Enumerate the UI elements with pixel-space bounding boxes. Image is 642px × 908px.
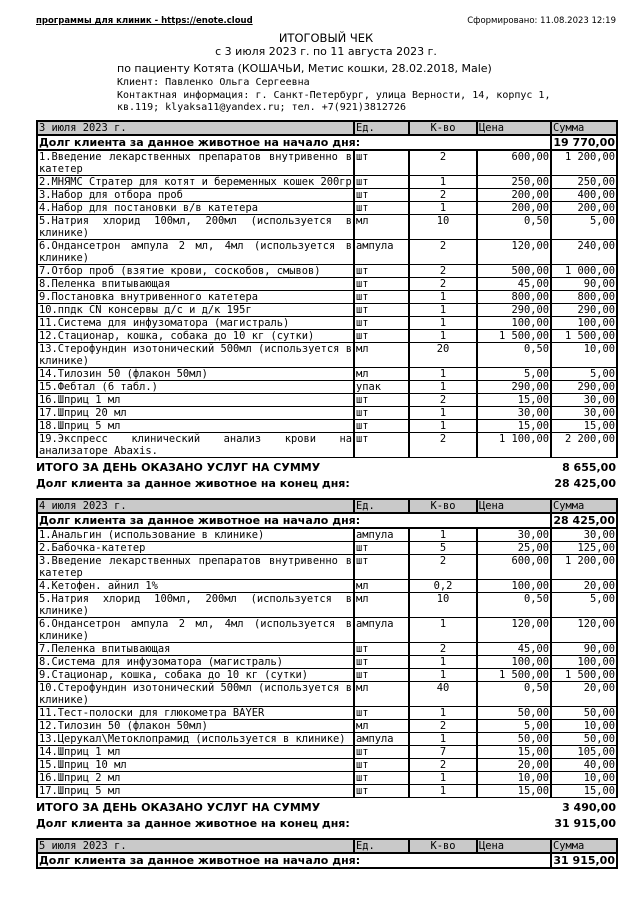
item-sum: 30,00 xyxy=(551,528,617,542)
item-price: 50,00 xyxy=(477,707,551,720)
item-qty: 1 xyxy=(409,368,477,381)
item-row xyxy=(37,394,617,407)
item-row xyxy=(37,176,617,189)
item-unit: шт xyxy=(354,176,409,189)
item-name: 3.Набор для отбора проб xyxy=(37,189,354,202)
item-sum: 30,00 xyxy=(551,394,617,407)
column-header-qty: К-во xyxy=(409,499,477,513)
item-qty: 1 xyxy=(409,656,477,669)
item-row xyxy=(37,150,617,176)
item-qty: 1 xyxy=(409,407,477,420)
item-unit: шт xyxy=(354,265,409,278)
item-price: 500,00 xyxy=(477,265,551,278)
item-qty: 1 xyxy=(409,707,477,720)
item-row xyxy=(37,733,617,746)
item-price: 600,00 xyxy=(477,555,551,580)
date-label: 4 июля 2023 г. xyxy=(37,499,354,513)
day-total-label: ИТОГО ЗА ДЕНЬ ОКАЗАНО УСЛУГ НА СУММУ xyxy=(36,801,321,814)
item-sum: 1 500,00 xyxy=(551,330,617,343)
day-totals xyxy=(36,800,616,832)
item-qty: 1 xyxy=(409,733,477,746)
item-name: 10.ппдк CN консервы д/с и д/к 195г xyxy=(37,304,354,317)
item-unit: шт xyxy=(354,278,409,291)
item-price: 100,00 xyxy=(477,580,551,593)
item-name: 12.Тилозин 50 (флакон 50мл) xyxy=(37,720,354,733)
item-name: 6.Ондансетрон ампула 2 мл, 4мл (используется в клинике) xyxy=(39,240,352,264)
item-row xyxy=(37,433,617,458)
clinic-software-link[interactable]: программы для клиник - https://enote.cloud xyxy=(36,16,253,26)
item-row xyxy=(37,265,617,278)
item-qty: 1 xyxy=(409,176,477,189)
item-qty: 1 xyxy=(409,772,477,785)
item-sum: 105,00 xyxy=(551,746,617,759)
item-name: 11.Система для инфузоматора (магистраль) xyxy=(37,317,354,330)
item-qty: 2 xyxy=(409,555,477,580)
day-table xyxy=(36,498,618,798)
client-line: Клиент: Павленко Ольга Сергеевна xyxy=(117,77,310,88)
debt-start-label: Долг клиента за данное животное на начало дня: xyxy=(37,135,551,150)
item-row xyxy=(37,202,617,215)
item-row xyxy=(37,330,617,343)
item-qty: 2 xyxy=(409,759,477,772)
item-name: 12.Стационар, кошка, собака до 10 кг (сутки) xyxy=(37,330,354,343)
item-sum: 800,00 xyxy=(551,291,617,304)
item-qty: 1 xyxy=(409,528,477,542)
item-unit: мл xyxy=(354,720,409,733)
item-qty: 2 xyxy=(409,189,477,202)
item-row xyxy=(37,555,617,580)
item-name: 16.Шприц 2 мл xyxy=(37,772,354,785)
item-unit: ампула xyxy=(354,528,409,542)
item-unit: ампула xyxy=(354,618,409,643)
debt-end-label: Долг клиента за данное животное на конец дня: xyxy=(36,817,350,830)
item-price: 10,00 xyxy=(477,772,551,785)
item-name: 2.Бабочка-катетер xyxy=(37,542,354,555)
column-header-sum: Сумма xyxy=(551,121,617,135)
item-unit: мл xyxy=(354,368,409,381)
item-unit: шт xyxy=(354,394,409,407)
item-name: 8.Пеленка впитывающая xyxy=(37,278,354,291)
item-name: 13.Стерофундин изотонический 500мл (используется в клинике) xyxy=(39,343,352,367)
item-sum: 50,00 xyxy=(551,707,617,720)
item-qty: 2 xyxy=(409,265,477,278)
date-label: 3 июля 2023 г. xyxy=(37,121,354,135)
item-qty: 2 xyxy=(409,394,477,407)
day-total-line xyxy=(36,460,616,476)
item-unit: мл xyxy=(354,580,409,593)
item-qty: 2 xyxy=(409,240,477,265)
item-price: 0,50 xyxy=(477,593,551,618)
item-row xyxy=(37,368,617,381)
item-sum: 15,00 xyxy=(551,420,617,433)
item-qty: 1 xyxy=(409,618,477,643)
day-tables-container xyxy=(36,120,616,869)
item-sum: 250,00 xyxy=(551,176,617,189)
item-qty: 1 xyxy=(409,330,477,343)
item-sum: 290,00 xyxy=(551,304,617,317)
item-row xyxy=(37,381,617,394)
date-header-row xyxy=(37,499,617,513)
debt-start-label: Долг клиента за данное животное на начало дня: xyxy=(37,513,551,528)
item-qty: 2 xyxy=(409,150,477,176)
item-price: 50,00 xyxy=(477,733,551,746)
item-qty: 2 xyxy=(409,433,477,458)
day-total-label: ИТОГО ЗА ДЕНЬ ОКАЗАНО УСЛУГ НА СУММУ xyxy=(36,461,321,474)
item-row xyxy=(37,215,617,240)
item-row xyxy=(37,618,617,643)
item-sum: 100,00 xyxy=(551,656,617,669)
item-sum: 30,00 xyxy=(551,407,617,420)
item-name: 17.Шприц 5 мл xyxy=(37,785,354,798)
item-unit: шт xyxy=(354,746,409,759)
column-header-sum: Сумма xyxy=(551,499,617,513)
debt-end-value: 28 425,00 xyxy=(554,477,616,490)
item-qty: 40 xyxy=(409,682,477,707)
item-price: 0,50 xyxy=(477,215,551,240)
item-row xyxy=(37,420,617,433)
item-row xyxy=(37,759,617,772)
debt-end-value: 31 915,00 xyxy=(554,817,616,830)
item-row xyxy=(37,291,617,304)
day-total-value: 8 655,00 xyxy=(562,461,616,474)
item-price: 120,00 xyxy=(477,240,551,265)
item-name: 7.Пеленка впитывающая xyxy=(37,643,354,656)
item-price: 30,00 xyxy=(477,528,551,542)
item-name: 14.Шприц 1 мл xyxy=(37,746,354,759)
day-total-line xyxy=(36,800,616,816)
item-qty: 1 xyxy=(409,291,477,304)
item-qty: 1 xyxy=(409,304,477,317)
item-sum: 40,00 xyxy=(551,759,617,772)
item-unit: шт xyxy=(354,304,409,317)
item-price: 5,00 xyxy=(477,368,551,381)
debt-end-label: Долг клиента за данное животное на конец дня: xyxy=(36,477,350,490)
debt-end-line xyxy=(36,816,616,832)
item-unit: шт xyxy=(354,656,409,669)
item-name: 1.Введение лекарственных препаратов внутривенно в катетер xyxy=(39,151,352,175)
day-total-value: 3 490,00 xyxy=(562,801,616,814)
report-period: с 3 июля 2023 г. по 11 августа 2023 г. xyxy=(215,45,437,58)
contact-info-line1: Контактная информация: г. Санкт-Петербург, улица Верности, 14, корпус 1, xyxy=(117,90,551,101)
item-price: 15,00 xyxy=(477,746,551,759)
item-name: 5.Натрия хлорид 100мл, 200мл (используется в клинике) xyxy=(39,593,352,617)
item-unit: мл xyxy=(354,343,409,368)
date-header-row xyxy=(37,121,617,135)
item-name: 3.Введение лекарственных препаратов внутривенно в катетер xyxy=(39,555,352,579)
item-qty: 2 xyxy=(409,720,477,733)
item-unit: ампула xyxy=(354,240,409,265)
column-header-price: Цена xyxy=(477,839,551,853)
item-name: 19.Экспресс клинический анализ крови на анализаторе Abaxis. xyxy=(39,433,352,457)
item-row xyxy=(37,593,617,618)
item-unit: мл xyxy=(354,215,409,240)
item-qty: 1 xyxy=(409,785,477,798)
item-row xyxy=(37,240,617,265)
item-name: 11.Тест-полоски для глюкометра BAYER xyxy=(37,707,354,720)
item-price: 25,00 xyxy=(477,542,551,555)
item-row xyxy=(37,746,617,759)
item-sum: 1 000,00 xyxy=(551,265,617,278)
item-row xyxy=(37,189,617,202)
item-name: 4.Набор для постановки в/в катетера xyxy=(37,202,354,215)
item-name: 9.Стационар, кошка, собака до 10 кг (сутки) xyxy=(37,669,354,682)
column-header-price: Цена xyxy=(477,121,551,135)
item-name: 15.Фебтал (6 табл.) xyxy=(37,381,354,394)
item-row xyxy=(37,542,617,555)
generated-timestamp: Сформировано: 11.08.2023 12:19 xyxy=(467,16,616,26)
debt-start-row xyxy=(37,135,617,150)
column-header-unit: Ед. xyxy=(354,839,409,853)
item-sum: 400,00 xyxy=(551,189,617,202)
item-sum: 5,00 xyxy=(551,593,617,618)
item-qty: 1 xyxy=(409,669,477,682)
page-title: ИТОГОВЫЙ ЧЕК xyxy=(278,31,374,45)
item-unit: шт xyxy=(354,555,409,580)
item-price: 15,00 xyxy=(477,394,551,407)
contact-info-line2: кв.119; klyaksa11@yandex.ru; тел. +7(921)3812726 xyxy=(117,102,406,113)
item-price: 1 100,00 xyxy=(477,433,551,458)
item-price: 15,00 xyxy=(477,785,551,798)
item-unit: шт xyxy=(354,330,409,343)
item-unit: шт xyxy=(354,707,409,720)
item-unit: шт xyxy=(354,542,409,555)
item-name: 7.Отбор проб (взятие крови, соскобов, смывов) xyxy=(37,265,354,278)
item-name: 18.Шприц 5 мл xyxy=(37,420,354,433)
item-name: 4.Кетофен. айнил 1% xyxy=(37,580,354,593)
item-name: 5.Натрия хлорид 100мл, 200мл (используется в клинике) xyxy=(39,215,352,239)
item-sum: 5,00 xyxy=(551,215,617,240)
item-row xyxy=(37,785,617,798)
item-sum: 15,00 xyxy=(551,785,617,798)
item-row xyxy=(37,707,617,720)
day-table xyxy=(36,120,618,458)
debt-start-value: 19 770,00 xyxy=(551,135,617,150)
item-price: 600,00 xyxy=(477,150,551,176)
date-label: 5 июля 2023 г. xyxy=(37,839,354,853)
item-sum: 90,00 xyxy=(551,643,617,656)
day-totals xyxy=(36,460,616,492)
debt-end-line xyxy=(36,476,616,492)
item-price: 0,50 xyxy=(477,682,551,707)
item-qty: 1 xyxy=(409,317,477,330)
item-sum: 125,00 xyxy=(551,542,617,555)
item-name: 15.Шприц 10 мл xyxy=(37,759,354,772)
item-sum: 20,00 xyxy=(551,682,617,707)
item-name: 17.Шприц 20 мл xyxy=(37,407,354,420)
item-unit: шт xyxy=(354,759,409,772)
item-sum: 120,00 xyxy=(551,618,617,643)
item-sum: 290,00 xyxy=(551,381,617,394)
item-unit: ампула xyxy=(354,733,409,746)
item-unit: шт xyxy=(354,407,409,420)
item-price: 290,00 xyxy=(477,381,551,394)
item-price: 0,50 xyxy=(477,343,551,368)
item-row xyxy=(37,580,617,593)
column-header-unit: Ед. xyxy=(354,121,409,135)
debt-start-label: Долг клиента за данное животное на начало дня: xyxy=(37,853,551,868)
column-header-qty: К-во xyxy=(409,121,477,135)
item-sum: 200,00 xyxy=(551,202,617,215)
item-sum: 10,00 xyxy=(551,720,617,733)
item-sum: 10,00 xyxy=(551,343,617,368)
item-price: 30,00 xyxy=(477,407,551,420)
item-sum: 240,00 xyxy=(551,240,617,265)
item-unit: шт xyxy=(354,420,409,433)
item-qty: 1 xyxy=(409,202,477,215)
item-name: 8.Система для инфузоматора (магистраль) xyxy=(37,656,354,669)
item-sum: 1 500,00 xyxy=(551,669,617,682)
item-price: 100,00 xyxy=(477,317,551,330)
patient-meta-block xyxy=(117,62,616,114)
item-sum: 90,00 xyxy=(551,278,617,291)
item-qty: 2 xyxy=(409,278,477,291)
item-unit: шт xyxy=(354,433,409,458)
item-name: 16.Шприц 1 мл xyxy=(37,394,354,407)
item-price: 45,00 xyxy=(477,278,551,291)
item-qty: 1 xyxy=(409,420,477,433)
item-price: 100,00 xyxy=(477,656,551,669)
item-row xyxy=(37,772,617,785)
item-row xyxy=(37,407,617,420)
item-qty: 20 xyxy=(409,343,477,368)
item-row xyxy=(37,682,617,707)
item-sum: 50,00 xyxy=(551,733,617,746)
item-unit: шт xyxy=(354,772,409,785)
item-unit: шт xyxy=(354,643,409,656)
item-row xyxy=(37,278,617,291)
item-name: 9.Постановка внутривенного катетера xyxy=(37,291,354,304)
item-unit: шт xyxy=(354,189,409,202)
item-qty: 10 xyxy=(409,593,477,618)
debt-start-value: 28 425,00 xyxy=(551,513,617,528)
item-price: 1 500,00 xyxy=(477,669,551,682)
item-price: 120,00 xyxy=(477,618,551,643)
column-header-unit: Ед. xyxy=(354,499,409,513)
debt-start-value: 31 915,00 xyxy=(551,853,617,868)
item-row xyxy=(37,317,617,330)
item-name: 6.Ондансетрон ампула 2 мл, 4мл (используется в клинике) xyxy=(39,618,352,642)
item-unit: шт xyxy=(354,785,409,798)
item-price: 45,00 xyxy=(477,643,551,656)
item-qty: 0,2 xyxy=(409,580,477,593)
item-qty: 5 xyxy=(409,542,477,555)
item-name: 2.МНЯМС Стратер для котят и беременных кошек 200гр xyxy=(37,176,354,189)
item-unit: шт xyxy=(354,669,409,682)
item-sum: 100,00 xyxy=(551,317,617,330)
item-price: 250,00 xyxy=(477,176,551,189)
item-name: 1.Анальгин (использование в клинике) xyxy=(37,528,354,542)
item-unit: шт xyxy=(354,202,409,215)
day-table xyxy=(36,838,618,869)
item-row xyxy=(37,528,617,542)
item-price: 20,00 xyxy=(477,759,551,772)
item-unit: мл xyxy=(354,682,409,707)
item-row xyxy=(37,720,617,733)
item-price: 800,00 xyxy=(477,291,551,304)
item-price: 15,00 xyxy=(477,420,551,433)
item-price: 200,00 xyxy=(477,189,551,202)
item-unit: упак xyxy=(354,381,409,394)
item-qty: 10 xyxy=(409,215,477,240)
item-sum: 5,00 xyxy=(551,368,617,381)
item-name: 14.Тилозин 50 (флакон 50мл) xyxy=(37,368,354,381)
debt-start-row xyxy=(37,513,617,528)
item-sum: 2 200,00 xyxy=(551,433,617,458)
item-sum: 10,00 xyxy=(551,772,617,785)
item-qty: 1 xyxy=(409,381,477,394)
item-row xyxy=(37,304,617,317)
item-unit: шт xyxy=(354,291,409,304)
item-unit: шт xyxy=(354,317,409,330)
item-row xyxy=(37,643,617,656)
item-sum: 20,00 xyxy=(551,580,617,593)
item-unit: мл xyxy=(354,593,409,618)
item-row xyxy=(37,669,617,682)
item-name: 10.Стерофундин изотонический 500мл (используется в клинике) xyxy=(39,682,352,706)
item-price: 5,00 xyxy=(477,720,551,733)
date-header-row xyxy=(37,839,617,853)
column-header-qty: К-во xyxy=(409,839,477,853)
item-price: 290,00 xyxy=(477,304,551,317)
column-header-price: Цена xyxy=(477,499,551,513)
item-row xyxy=(37,343,617,368)
patient-line: по пациенту Котята (КОШАЧЬИ, Метис кошки, 28.02.2018, Male) xyxy=(117,62,492,75)
item-price: 1 500,00 xyxy=(477,330,551,343)
item-sum: 1 200,00 xyxy=(551,555,617,580)
column-header-sum: Сумма xyxy=(551,839,617,853)
item-qty: 7 xyxy=(409,746,477,759)
item-row xyxy=(37,656,617,669)
item-name: 13.Церукал\Метоклопрамид (используется в клинике) xyxy=(37,733,354,746)
debt-start-row xyxy=(37,853,617,868)
item-sum: 1 200,00 xyxy=(551,150,617,176)
item-price: 200,00 xyxy=(477,202,551,215)
item-unit: шт xyxy=(354,150,409,176)
item-qty: 2 xyxy=(409,643,477,656)
top-bar xyxy=(36,16,616,26)
